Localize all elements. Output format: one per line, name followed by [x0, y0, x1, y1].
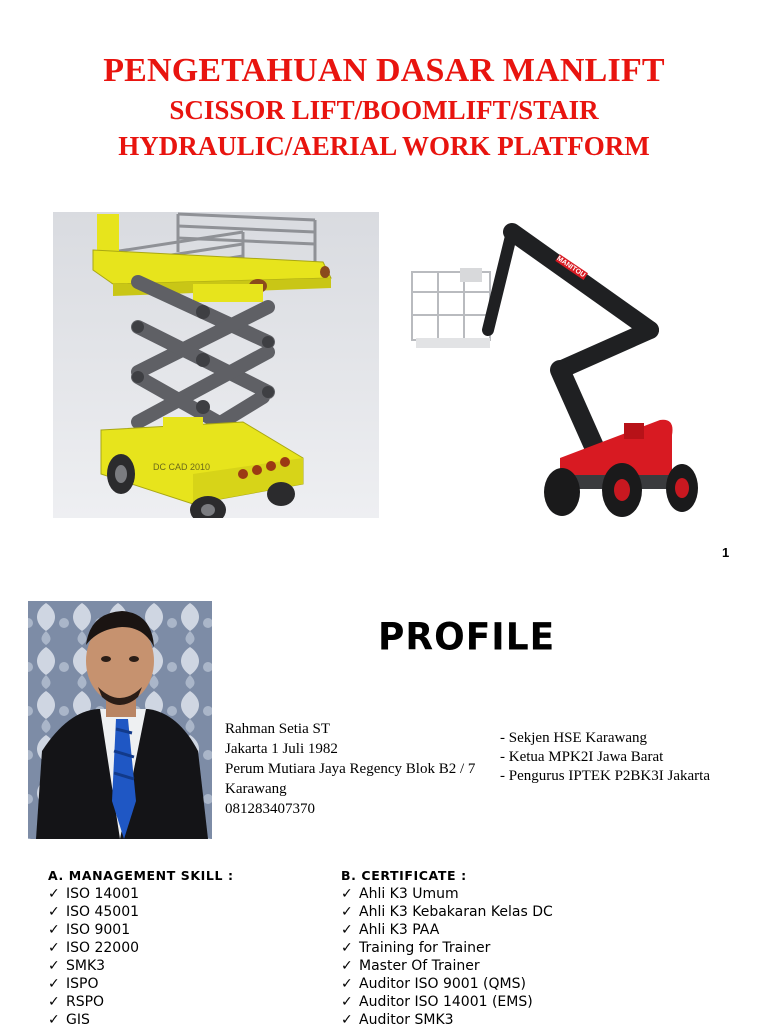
scissor-lift-image: [53, 212, 379, 518]
page-number: 1: [722, 545, 730, 560]
check-icon: ✓: [341, 940, 353, 956]
profile-heading: PROFILE: [378, 615, 556, 660]
check-icon: ✓: [48, 886, 60, 902]
profile-address-line2: Karawang: [225, 781, 287, 797]
list-item: ✓ Auditor SMK3: [341, 1012, 454, 1028]
boom-lift-image: [410, 220, 705, 520]
management-skill-list: [48, 885, 139, 1029]
management-skill-heading: A. MANAGEMENT SKILL :: [48, 868, 234, 883]
profile-role: - Sekjen HSE Karawang: [500, 730, 648, 746]
list-item: ✓ Ahli K3 PAA: [341, 922, 440, 938]
list-item: ✓ ISO 45001: [48, 904, 140, 920]
document-title: PENGETAHUAN DASAR MANLIFT: [103, 52, 665, 89]
profile-address-line1: Perum Mutiara Jaya Regency Blok B2 / 7: [225, 761, 476, 777]
list-item: ✓ ISO 9001: [48, 922, 131, 938]
check-icon: ✓: [341, 922, 353, 938]
list-item: ✓ ISO 22000: [48, 940, 140, 956]
profile-role: - Ketua MPK2I Jawa Barat: [500, 749, 664, 765]
check-icon: ✓: [341, 1012, 353, 1028]
list-item: ✓ Master Of Trainer: [341, 958, 480, 974]
list-item: ✓ SMK3: [48, 958, 106, 974]
certificate-list: [341, 885, 553, 1029]
document-subtitle-line1: SCISSOR LIFT/BOOMLIFT/STAIR: [169, 95, 599, 125]
check-icon: ✓: [48, 976, 60, 992]
check-icon: ✓: [341, 994, 353, 1010]
list-item: ✓ RSPO: [48, 994, 105, 1010]
profile-name: Rahman Setia ST: [225, 721, 330, 737]
scissor-lift-caption: DC CAD 2010: [153, 462, 211, 472]
profile-birth: Jakarta 1 Juli 1982: [225, 741, 338, 757]
document-subtitle-line2: HYDRAULIC/AERIAL WORK PLATFORM: [118, 131, 650, 161]
list-item: ✓ Auditor ISO 9001 (QMS): [341, 976, 526, 992]
profile-role: - Pengurus IPTEK P2BK3I Jakarta: [500, 768, 710, 784]
check-icon: ✓: [48, 922, 60, 938]
certificate-heading: B. CERTIFICATE :: [341, 868, 467, 883]
check-icon: ✓: [48, 904, 60, 920]
list-item: ✓ ISO 14001: [48, 886, 140, 902]
list-item: ✓ Ahli K3 Umum: [341, 886, 459, 902]
list-item: ✓ Auditor ISO 14001 (EMS): [341, 994, 533, 1010]
check-icon: ✓: [341, 958, 353, 974]
check-icon: ✓: [48, 940, 60, 956]
check-icon: ✓: [48, 1012, 60, 1028]
check-icon: ✓: [48, 994, 60, 1010]
check-icon: ✓: [341, 886, 353, 902]
check-icon: ✓: [341, 976, 353, 992]
profile-phone: 081283407370: [225, 801, 315, 817]
check-icon: ✓: [48, 958, 60, 974]
list-item: ✓ Training for Trainer: [341, 940, 491, 956]
list-item: ✓ Ahli K3 Kebakaran Kelas DC: [341, 904, 553, 920]
check-icon: ✓: [341, 904, 353, 920]
profile-photo: [28, 601, 212, 839]
list-item: ✓ GIS: [48, 1012, 90, 1028]
boom-lift-brand: MANITOU: [555, 255, 587, 280]
list-item: ✓ ISPO: [48, 976, 99, 992]
